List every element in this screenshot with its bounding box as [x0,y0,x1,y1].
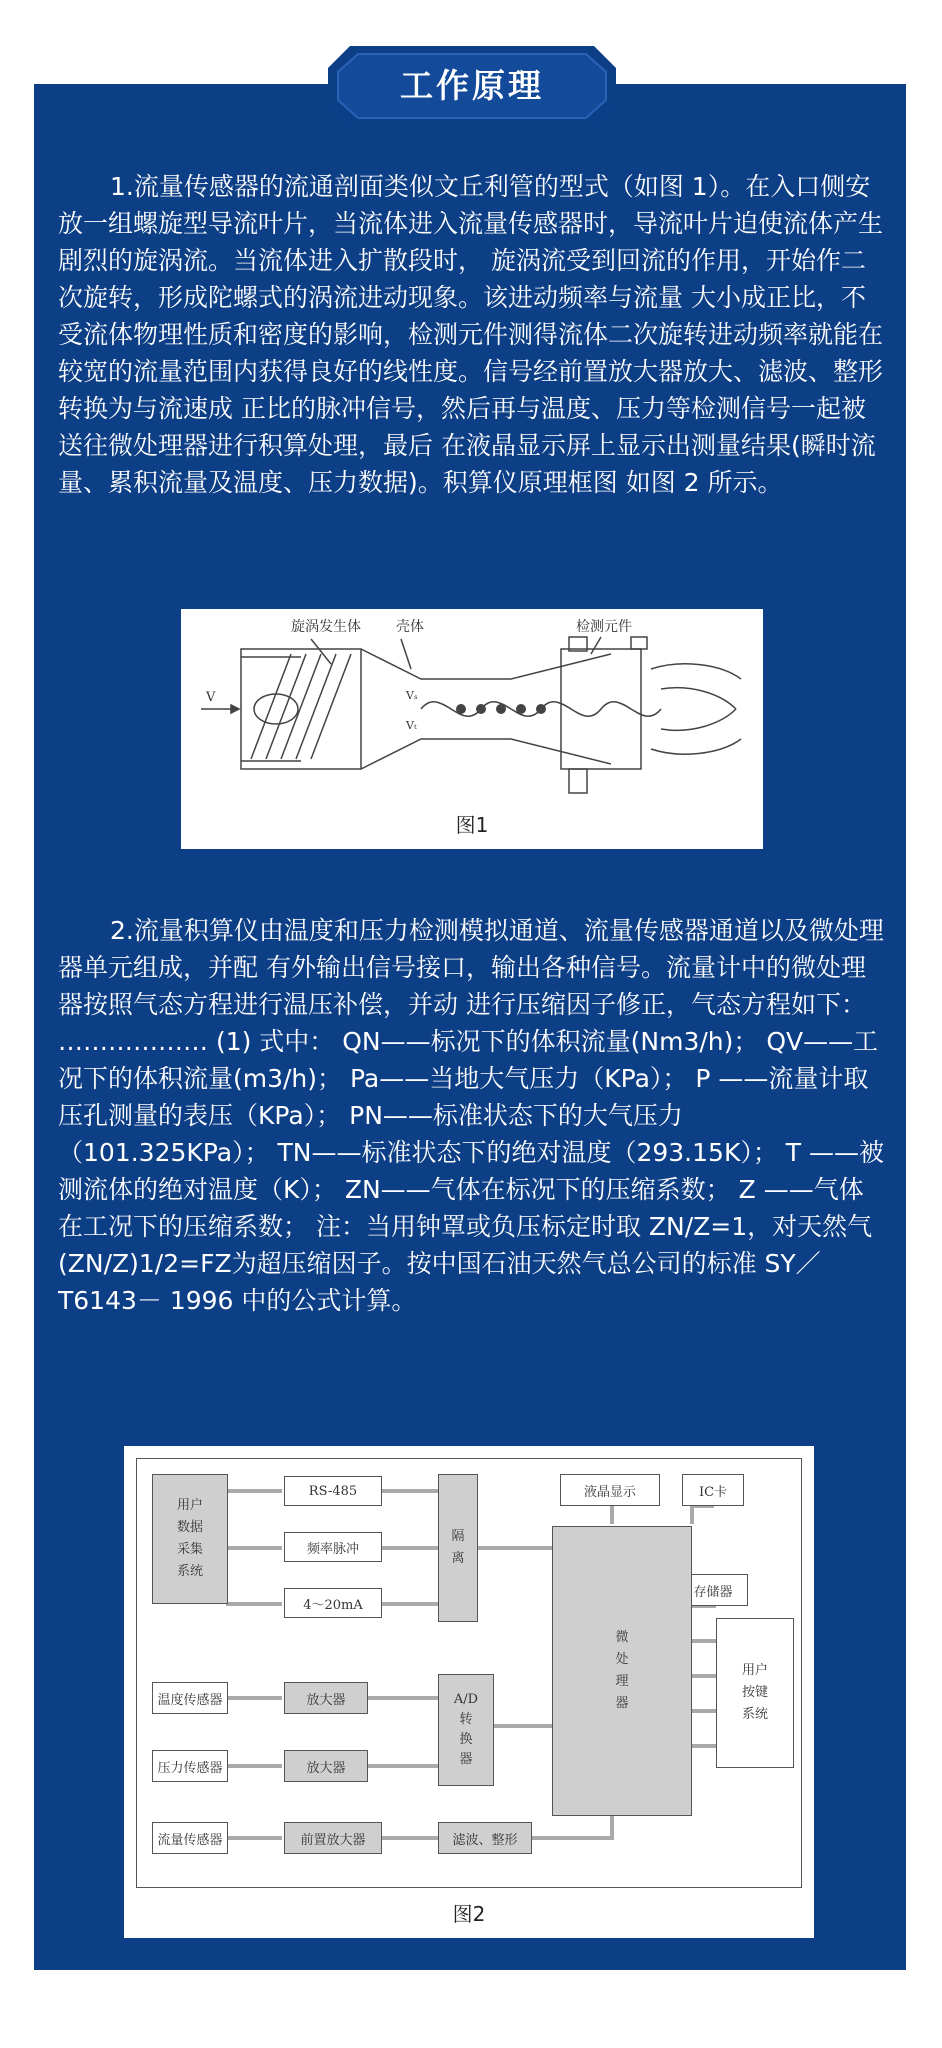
label-v: V [206,690,216,705]
page-title: 工作原理 [400,66,544,105]
figure-1 [181,609,763,849]
label-vt: Vₜ [406,719,417,732]
temperature-sensor-block: 温度传感器 [152,1682,228,1714]
paragraph-1-text: 1.流量传感器的流通剖面类似文丘利管的型式（如图 1）。在入口侧安放一组螺旋型导流叶片，当流体进入流量传感器时，导流叶片迫使流体产生剧烈的旋涡流。当流体进入扩散段时， 旋涡流受到回流的作用，开始作二次旋转，形成陀螺式的涡流进动现象。该进动频率与流量 大小成正比，不受流体物理性质和密度的影响，检测元件测得流体二次旋转进动频率就能在 较宽的流量范围内获得良好的线性度。信号经前置放大器放大、滤波、整形转换为与流速成 正比的脉冲信号，然后再与温度、压力等检测信号一起被送往微处理器进行积算处理，最后 在液晶显示屏上显示出测量结果(瞬时流量、累积流量及温度、压力数据)。积算仪原理框图 如图 2 所示。 [58,172,884,497]
label-shell: 壳体 [396,619,424,635]
isolation-block: 隔 离 [438,1474,478,1622]
user-data-acquisition-block: 用户 数据 采集 系统 [152,1474,228,1604]
paragraph-2-text: 2.流量积算仪由温度和压力检测模拟通道、流量传感器通道以及微处理器单元组成，并配 有外输出信号接口，输出各种信号。流量计中的微处理器按照气态方程进行温压补偿，并动 进行压缩因子修正，气态方程如下： ……………… (1) 式中： QN——标况下的体积流量(Nm3/h)； QV——工况下的体积流量(m3/h)； Pa——当地大气压力（KPa）； P ——流量计取压孔测量的表压（KPa）； PN——标准状态下的大气压力（101.325KPa）； TN——标准状态下的绝对温度（293.15K）； T ——被测流体的绝对温度（K）； ZN——气体在标况下的压缩系数； Z ——气体在工况下的压缩系数； 注：当用钟罩或负压标定时取 ZN/Z=1，对天然气(ZN/Z)1/2=FZ为超压缩因子。按中国石油天然气总公司的标准 SY／T6143－ 1996 中的公式计算。 [58,916,885,1315]
amplifier-block-2: 放大器 [284,1750,368,1782]
paragraph-principle-2 [58,912,888,1319]
preamplifier-block: 前置放大器 [284,1822,382,1854]
filter-shaping-block: 滤波、整形 [438,1822,532,1854]
lcd-display-block: 液晶显示 [560,1474,660,1506]
label-vortex-generator: 旋涡发生体 [291,619,361,635]
ic-card-block: IC卡 [682,1474,744,1506]
flow-sensor-block: 流量传感器 [152,1822,228,1854]
figure-1-caption: 图1 [455,813,489,837]
storage-block: 存储器 [678,1574,748,1606]
amplifier-block-1: 放大器 [284,1682,368,1714]
user-keypad-block: 用户 按键 系统 [716,1618,794,1768]
label-vs: Vₛ [406,689,418,702]
rs485-block: RS-485 [284,1476,382,1506]
current-output-block: 4～20mA [284,1588,382,1618]
figure-2 [124,1446,814,1938]
paragraph-principle-1 [58,168,888,501]
frequency-pulse-block: 频率脉冲 [284,1532,382,1562]
figure-2-caption: 图2 [452,1902,486,1926]
vortex-flowmeter-diagram [181,609,763,809]
ad-converter-block: A/D 转 换 器 [438,1674,494,1786]
label-sensor-element: 检测元件 [576,619,632,635]
pressure-sensor-block: 压力传感器 [152,1750,228,1782]
microprocessor-block: 微 处 理 器 [552,1526,692,1816]
